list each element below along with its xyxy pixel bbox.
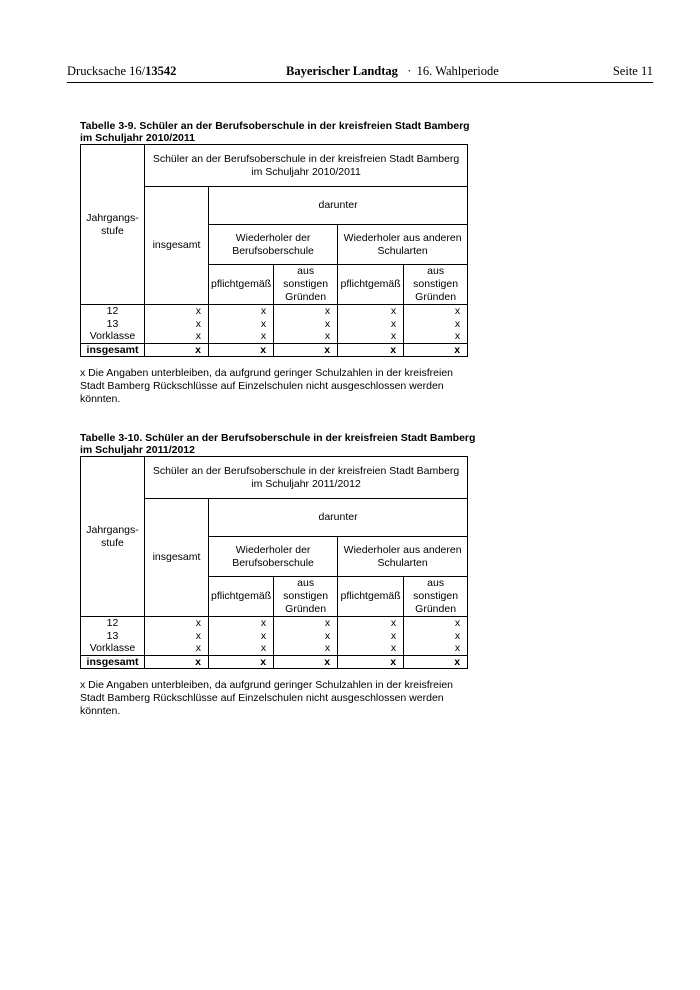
table-cell: x bbox=[145, 617, 209, 630]
table-row bbox=[81, 318, 468, 331]
table-cell: x bbox=[145, 318, 209, 331]
pflichtgemaess-header: pflichtgemäß bbox=[209, 577, 274, 617]
jahrgangsstufe-header: Jahrgangs-stufe bbox=[81, 457, 145, 617]
table-cell: x bbox=[209, 330, 274, 343]
pflichtgemaess-header: pflichtgemäß bbox=[338, 265, 404, 305]
table-cell: x bbox=[338, 655, 404, 669]
row-label: 12 bbox=[81, 617, 145, 630]
parliament-name: Bayerischer Landtag bbox=[286, 64, 398, 78]
table-row bbox=[81, 330, 468, 343]
caption-line: im Schuljahr 2011/2012 bbox=[80, 444, 195, 456]
insgesamt-header: insgesamt bbox=[145, 187, 209, 305]
table-cell: x bbox=[209, 655, 274, 669]
table-cell: x bbox=[404, 630, 468, 643]
table-cell: x bbox=[338, 318, 404, 331]
table-cell: x bbox=[338, 630, 404, 643]
table-caption bbox=[80, 432, 475, 456]
wiederholer-bos-header: Wiederholer der Berufsoberschule bbox=[209, 537, 338, 577]
table-cell: x bbox=[338, 305, 404, 318]
table-cell: x bbox=[338, 642, 404, 655]
main-header: Schüler an der Berufsoberschule in der kreisfreien Stadt Bamberg im Schuljahr 2011/2012 bbox=[145, 457, 468, 499]
table-cell: x bbox=[404, 318, 468, 331]
document-number-value: 13542 bbox=[145, 64, 177, 78]
table-cell: x bbox=[145, 655, 209, 669]
sonstige-gruende-header: aus sonstigen Gründen bbox=[404, 265, 468, 305]
table-cell: x bbox=[338, 343, 404, 357]
table-cell: x bbox=[274, 630, 338, 643]
table-cell: x bbox=[145, 330, 209, 343]
header-separator: · bbox=[407, 64, 412, 78]
student-table bbox=[80, 456, 468, 669]
caption-line: Tabelle 3-10. Schüler an der Berufsoberschule in der kreisfreien Stadt Bamberg bbox=[80, 432, 476, 444]
table-cell: x bbox=[145, 642, 209, 655]
table-row bbox=[81, 305, 468, 318]
row-label: insgesamt bbox=[81, 655, 145, 669]
parliament-title bbox=[286, 64, 499, 79]
caption-line: Tabelle 3-9. Schüler an der Berufsoberschule in der kreisfreien Stadt Bamberg bbox=[80, 120, 470, 132]
table-cell: x bbox=[209, 617, 274, 630]
table-cell: x bbox=[404, 305, 468, 318]
document-number bbox=[67, 64, 176, 79]
table-cell: x bbox=[404, 655, 468, 669]
row-label: insgesamt bbox=[81, 343, 145, 357]
table-cell: x bbox=[209, 343, 274, 357]
main-header: Schüler an der Berufsoberschule in der kreisfreien Stadt Bamberg im Schuljahr 2010/2011 bbox=[145, 145, 468, 187]
row-label: 13 bbox=[81, 630, 145, 643]
table-cell: x bbox=[274, 330, 338, 343]
table-cell: x bbox=[338, 330, 404, 343]
table-cell: x bbox=[404, 642, 468, 655]
table-cell: x bbox=[145, 343, 209, 357]
table-caption bbox=[80, 120, 470, 144]
legislative-period: 16. Wahlperiode bbox=[416, 64, 499, 78]
table-row bbox=[81, 630, 468, 643]
jahrgangsstufe-header: Jahrgangs-stufe bbox=[81, 145, 145, 305]
page-number: Seite 11 bbox=[612, 64, 653, 78]
total-row bbox=[81, 343, 468, 357]
row-label: Vorklasse bbox=[81, 642, 145, 655]
table-cell: x bbox=[209, 630, 274, 643]
insgesamt-header: insgesamt bbox=[145, 499, 209, 617]
row-label: Vorklasse bbox=[81, 330, 145, 343]
pflichtgemaess-header: pflichtgemäß bbox=[338, 577, 404, 617]
wiederholer-bos-header: Wiederholer der Berufsoberschule bbox=[209, 225, 338, 265]
wiederholer-andere-header: Wiederholer aus anderen Schularten bbox=[338, 537, 468, 577]
table-footnote: x Die Angaben unterbleiben, da aufgrund geringer Schulzahlen in der kreisfreien Stadt Bamberg Rückschlüsse auf Einzelschulen nicht ausgeschlossen werden könnten. bbox=[80, 367, 453, 405]
table-footnote: x Die Angaben unterbleiben, da aufgrund geringer Schulzahlen in der kreisfreien Stadt Bamberg Rückschlüsse auf Einzelschulen nicht ausgeschlossen werden könnten. bbox=[80, 679, 453, 717]
table-cell: x bbox=[274, 617, 338, 630]
table-cell: x bbox=[274, 642, 338, 655]
row-label: 12 bbox=[81, 305, 145, 318]
table-cell: x bbox=[404, 343, 468, 357]
table-cell: x bbox=[145, 630, 209, 643]
table-row bbox=[81, 642, 468, 655]
sonstige-gruende-header: aus sonstigen Gründen bbox=[274, 577, 338, 617]
table-cell: x bbox=[209, 305, 274, 318]
table-cell: x bbox=[274, 305, 338, 318]
darunter-header: darunter bbox=[209, 499, 468, 537]
caption-line: im Schuljahr 2010/2011 bbox=[80, 132, 195, 144]
table-cell: x bbox=[209, 318, 274, 331]
table-row bbox=[81, 617, 468, 630]
sonstige-gruende-header: aus sonstigen Gründen bbox=[404, 577, 468, 617]
table-cell: x bbox=[274, 343, 338, 357]
wiederholer-andere-header: Wiederholer aus anderen Schularten bbox=[338, 225, 468, 265]
sonstige-gruende-header: aus sonstigen Gründen bbox=[274, 265, 338, 305]
row-label: 13 bbox=[81, 318, 145, 331]
total-row bbox=[81, 655, 468, 669]
table-cell: x bbox=[274, 655, 338, 669]
table-cell: x bbox=[274, 318, 338, 331]
student-table bbox=[80, 144, 468, 357]
table-cell: x bbox=[404, 330, 468, 343]
pflichtgemaess-header: pflichtgemäß bbox=[209, 265, 274, 305]
document-number-prefix: Drucksache 16/ bbox=[67, 64, 146, 78]
page-header bbox=[67, 64, 653, 83]
table-cell: x bbox=[145, 305, 209, 318]
table-cell: x bbox=[404, 617, 468, 630]
darunter-header: darunter bbox=[209, 187, 468, 225]
table-cell: x bbox=[338, 617, 404, 630]
table-cell: x bbox=[209, 642, 274, 655]
